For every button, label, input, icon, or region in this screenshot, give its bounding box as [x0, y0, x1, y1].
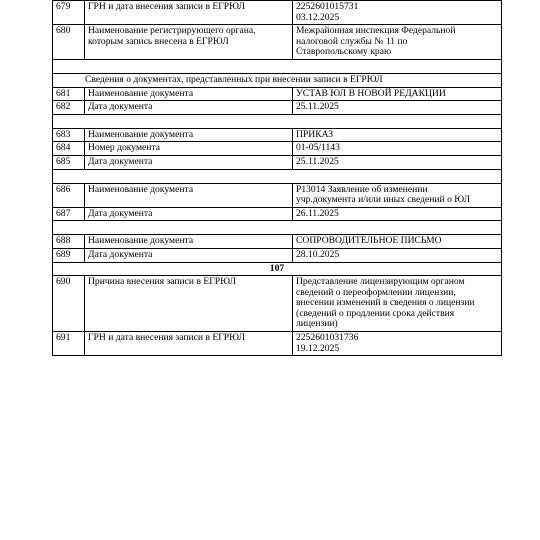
field-name-line: Наименование документа — [88, 87, 194, 99]
field-value-cell — [293, 1, 502, 25]
section-title: Сведения о документах, представленных при внесении записи в ЕГРЮЛ — [53, 73, 502, 87]
blank-separator-row — [53, 169, 502, 183]
table-row — [53, 155, 502, 169]
field-value-line: 28.10.2025 — [296, 248, 340, 260]
blank-cell — [53, 114, 502, 128]
row-number: 687 — [53, 207, 85, 221]
row-number: 691 — [53, 332, 85, 356]
table-row — [53, 276, 502, 332]
field-value-line: лицензии) — [296, 318, 338, 330]
field-value-line: ПРИКАЗ — [296, 128, 334, 140]
field-value-cell — [293, 332, 502, 356]
blank-cell — [53, 169, 502, 183]
table-body — [53, 1, 502, 356]
field-name-line: Причина внесения записи в ЕГРЮЛ — [88, 276, 237, 288]
field-value-cell — [293, 25, 502, 60]
field-value-cell — [293, 128, 502, 142]
row-number: 690 — [53, 276, 85, 332]
field-value-cell — [293, 207, 502, 221]
field-value-line: (сведений о продлении срока действия — [296, 307, 455, 319]
field-name-cell — [85, 155, 293, 169]
field-name-line: ГРН и дата внесения записи в ЕГРЮЛ — [88, 332, 246, 344]
field-value-line: 25.11.2025 — [296, 155, 339, 167]
row-number: 680 — [53, 25, 85, 60]
row-number: 688 — [53, 235, 85, 249]
field-value-line: 2252601015731 — [296, 1, 359, 12]
field-value-cell — [293, 87, 502, 101]
field-value-cell — [293, 142, 502, 156]
field-value-line: 2252601031736 — [296, 332, 359, 344]
field-name-cell — [85, 1, 293, 25]
row-number: 689 — [53, 248, 85, 262]
table-row — [53, 25, 502, 60]
table-row — [53, 332, 502, 356]
field-name-cell — [85, 142, 293, 156]
table-row — [53, 101, 502, 115]
field-value-line: 25.11.2025 — [296, 101, 339, 113]
table-row — [53, 1, 502, 25]
field-value-line: 26.11.2025 — [296, 207, 339, 219]
field-value-cell — [293, 276, 502, 332]
field-value-line: налоговой службы № 11 по — [296, 35, 408, 47]
table-row — [53, 87, 502, 101]
field-value-cell — [293, 155, 502, 169]
field-value-line: 03.12.2025 — [296, 11, 340, 23]
field-value-line: сведений о переоформлении лицензии, — [296, 286, 456, 298]
blank-cell — [53, 221, 502, 235]
field-name-cell — [85, 183, 293, 207]
field-name-cell — [85, 276, 293, 332]
field-name-line: которым запись внесена в ЕГРЮЛ — [88, 35, 229, 47]
blank-cell — [53, 59, 502, 73]
table-row — [53, 248, 502, 262]
field-name-cell — [85, 332, 293, 356]
row-number: 679 — [53, 1, 85, 25]
blank-separator-row — [53, 59, 502, 73]
field-value-line: Р13014 Заявление об изменении — [296, 183, 428, 195]
page-number-row — [53, 262, 502, 276]
row-number: 681 — [53, 87, 85, 101]
row-number: 684 — [53, 142, 85, 156]
table-row — [53, 142, 502, 156]
field-value-line: СОПРОВОДИТЕЛЬНОЕ ПИСЬМО — [296, 235, 442, 247]
field-name-line: Дата документа — [88, 155, 153, 167]
blank-separator-row — [53, 114, 502, 128]
blank-separator-row — [53, 221, 502, 235]
table-row — [53, 235, 502, 249]
page-number: 107 — [53, 262, 502, 276]
field-name-cell — [85, 207, 293, 221]
field-value-line: УСТАВ ЮЛ В НОВОЙ РЕДАКЦИИ — [296, 87, 446, 99]
field-name-cell — [85, 128, 293, 142]
field-value-line: Представление лицензирующим органом — [296, 276, 465, 288]
table-row — [53, 207, 502, 221]
field-value-cell — [293, 248, 502, 262]
row-number: 682 — [53, 101, 85, 115]
field-value-cell — [293, 235, 502, 249]
field-name-cell — [85, 87, 293, 101]
field-name-cell — [85, 235, 293, 249]
field-name-line: ГРН и дата внесения записи в ЕГРЮЛ — [88, 1, 246, 12]
field-value-cell — [293, 183, 502, 207]
field-value-line: Межрайонная инспекция Федеральной — [296, 25, 456, 37]
field-value-cell — [293, 101, 502, 115]
table-row — [53, 183, 502, 207]
field-value-line: внесении изменений в сведения о лицензии — [296, 297, 475, 309]
egrul-records-table — [52, 0, 502, 356]
section-header-row — [53, 73, 502, 87]
field-name-cell — [85, 101, 293, 115]
field-name-line: Наименование документа — [88, 128, 194, 140]
field-name-cell — [85, 25, 293, 60]
field-value-line: Ставропольскому краю — [296, 46, 392, 58]
field-name-line: Наименование регистрирующего органа, — [88, 25, 256, 37]
row-number: 683 — [53, 128, 85, 142]
field-value-line: учр.документа и/или иных сведений о ЮЛ — [296, 194, 471, 206]
row-number: 686 — [53, 183, 85, 207]
table-row — [53, 128, 502, 142]
field-name-line: Номер документа — [88, 142, 160, 154]
field-name-line: Наименование документа — [88, 183, 194, 195]
field-name-line: Наименование документа — [88, 235, 194, 247]
field-value-line: 01-05/1143 — [296, 142, 340, 154]
field-name-line: Дата документа — [88, 248, 153, 260]
row-number: 685 — [53, 155, 85, 169]
field-name-line: Дата документа — [88, 101, 153, 113]
field-value-line: 19.12.2025 — [296, 342, 340, 354]
field-name-cell — [85, 248, 293, 262]
field-name-line: Дата документа — [88, 207, 153, 219]
